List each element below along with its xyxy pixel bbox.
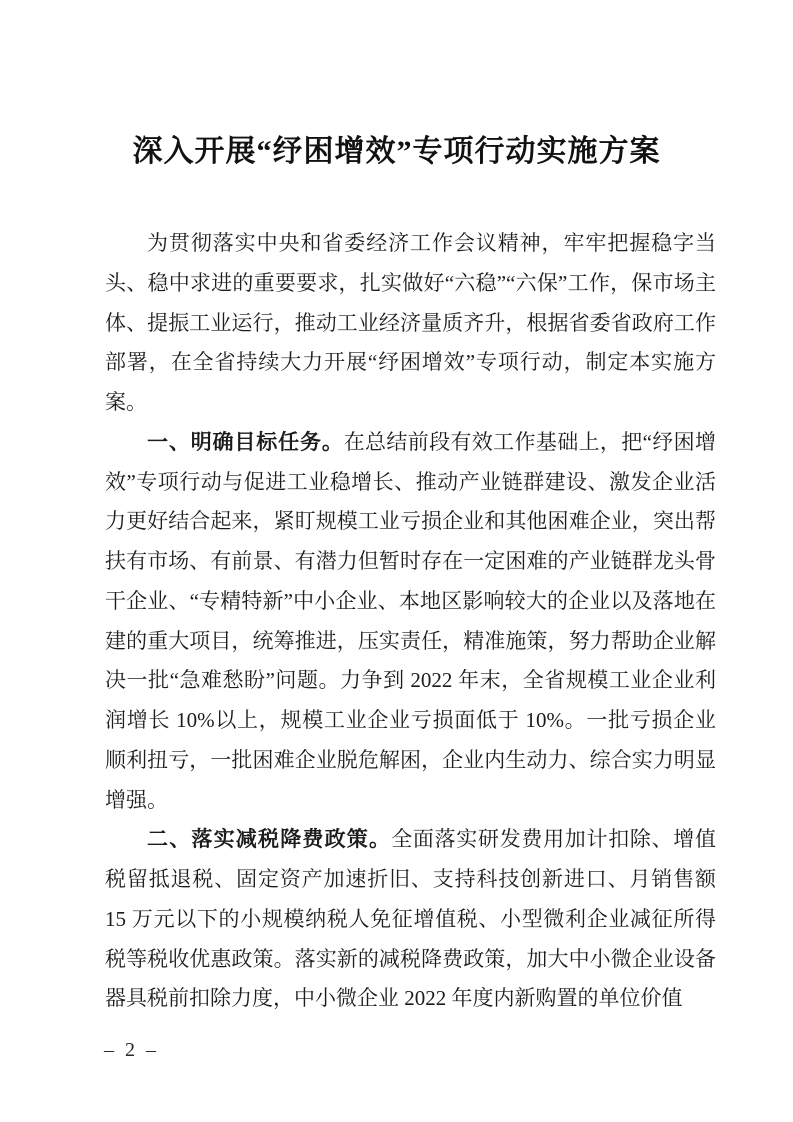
paragraph-section-1-lead: 一、明确目标任务。 — [147, 430, 344, 454]
document-body — [105, 224, 716, 1019]
paragraph-intro-text: 为贯彻落实中央和省委经济工作会议精神，牢牢把握稳字当头、稳中求进的重要要求，扎实做好“六稳”“六保”工作，保市场主体、提振工业运行，推动工业经济量质齐升，根据省委省政府工作部署，在全省持续大力开展“纾困增效”专项行动，制定本实施方案。 — [105, 231, 716, 414]
paragraph-section-2-text: 全面落实研发费用加计扣除、增值税留抵退税、固定资产加速折旧、支持科技创新进口、月销售额 15 万元以下的小规模纳税人免征增值税、小型微利企业减征所得税等税收优惠政策。落实新的减税降费政策，加大中小微企业设备器具税前扣除力度，中小微企业 2022 年度内新购置的单位价值 — [105, 827, 717, 1011]
paragraph-intro — [105, 224, 716, 423]
paragraph-section-1-text: 在总结前段有效工作基础上，把“纾困增效”专项行动与促进工业稳增长、推动产业链群建设、激发企业活力更好结合起来，紧盯规模工业亏损企业和其他困难企业，突出帮扶有市场、有前景、有潜力但暂时存在一定困难的产业链群龙头骨干企业、“专精特新”中小企业、本地区影响较大的企业以及落地在建的重大项目，统筹推进，压实责任，精准施策，努力帮助企业解决一批“急难愁盼”问题。力争到 2022 年末，全省规模工业企业利润增长 10%以上，规模工业企业亏损面低于 10%。一批亏损企业顺利扭亏，一批困难企业脱危解困，企业内生动力、综合实力明显增强。 — [105, 429, 717, 812]
page-number: – 2 – — [104, 1039, 159, 1061]
document-title: 深入开展“纾困增效”专项行动实施方案 — [132, 135, 661, 168]
paragraph-section-2 — [105, 820, 716, 1019]
paragraph-section-2-lead: 二、落实减税降费政策。 — [147, 828, 392, 852]
paragraph-section-1 — [105, 423, 716, 821]
